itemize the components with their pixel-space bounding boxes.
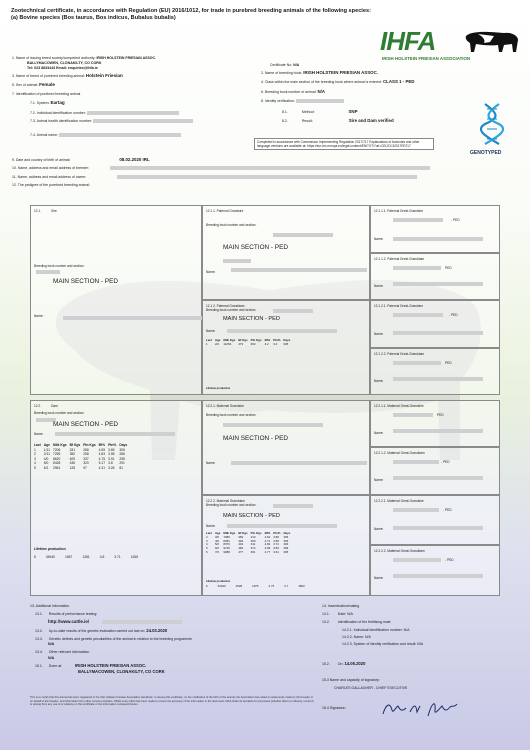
lactation-header: Ptn Kgs [250,338,262,342]
mggd2-value: - PED [445,558,454,562]
pgdam-code: 12.1.2. Paternal Granddam [206,304,245,308]
table-cell: 3.55 [108,452,115,457]
mggd1-value: - PED [441,460,450,464]
sire-bb-label: Breeding book number and section: [34,264,85,268]
table-cell: 436 [69,461,76,466]
lactation-header: Bf Kgs [69,443,81,447]
class-field: 4. Class within the main section of the breeding book where animal is entered: CLASS 1 - PED [261,79,415,84]
logo-wordmark: IHFA [380,26,436,56]
sire-code: 12.1. Sire [34,209,57,213]
other-info-value: N/A [48,656,55,660]
table-cell: 3.4 [273,341,278,346]
lactation-header: Days [283,531,291,535]
lifetime-cell: 1975 [252,584,259,588]
mgd-lifetime-label: Lifetime production [206,580,231,583]
table-cell: 3.26 [108,465,115,470]
certificate-title: Zootechnical certificate, in accordance with Regulation (EU) 2016/1012, for trade in purebred breeding animals of the following species: (a) Bovine species (Bos taurus, Bos indicus, Bubalus bubalis) [11,8,371,21]
pgdam-lifetime-label: Lifetime production [206,387,231,390]
lactation-header: Lact [206,531,212,535]
table-cell: 4/0 [214,538,219,543]
table-cell: 5 [206,546,208,551]
table-cell: 7206 [53,447,61,452]
lactation-header: Bf% [264,338,271,342]
certificate-number-field: Certificate No: N/A [270,63,300,67]
maternal-great-grandsire-1-box [370,400,500,447]
table-cell: 4.75 [98,456,106,461]
table-cell: 8620 [53,456,61,461]
lifetime-cell: 1657 [65,555,73,559]
other-info-field: 13.4. Other relevant information [35,650,90,654]
paternal-great-grandsire-1-box [370,205,500,253]
lifetime-cell: 6 [206,584,208,588]
lactation-header: Milk Kgs [223,531,236,535]
table-cell: 4.83 [98,452,106,457]
pggd1-value: PED [445,266,452,270]
maternal-grandsire-box [202,400,370,495]
table-cell: 305 [283,534,289,539]
table-cell: 1 [206,341,208,346]
pgdam-lactation-table [206,339,293,347]
verification-result: 8.2. Result: Sire and Dam verified [282,118,394,123]
table-cell: 6/0 [214,546,219,551]
table-cell: 128 [69,465,76,470]
genetic-defects-field: 13.3. Genetic defects and genetic peculiarities of the animal in relation to the breeding programme [35,637,192,641]
mgs-name-label: Name: [206,461,216,465]
table-cell: 394 [238,538,244,543]
lactation-header: Days [283,338,291,342]
table-cell: 4.59 [98,447,106,452]
mggd2-code: 12.2.2.2. Maternal Great-Granddam [374,549,425,553]
table-cell: 311 [250,542,256,547]
mggs1-name-label: Name: [374,431,384,435]
pgdam-name-label: Name: [206,329,216,333]
pgd-bb-label: Breeding book number and section: [206,223,257,227]
table-cell: 8370 [223,542,230,547]
table-cell: 6 [206,549,208,554]
mggd1-code: 12.2.1.2. Maternal Great-Granddam [374,451,425,455]
pgdam-section: MAIN SECTION - PED [223,316,280,322]
pggd2-value: PED [445,361,452,365]
lifetime-cell: 3.7 [284,584,289,588]
fertilising-male-verification: 14.2.3. System of identity verification and result: N/A [342,642,424,646]
table-cell: 3.8 [108,461,113,466]
verification-method: 8.1. Method: SNP [282,109,358,114]
signature-image [380,698,460,720]
table-cell: 2961 [53,465,61,470]
table-cell: 2/2 [214,341,219,346]
table-cell: 9988 [223,549,230,554]
table-cell: 97 [83,465,87,470]
lactation-header: Age [214,338,221,342]
table-cell: 8428 [53,461,61,466]
table-cell: 8381 [223,538,230,543]
table-cell: 4.31 [98,465,106,470]
pggs2-name-label: Name: [374,332,384,336]
maternal-granddam-box [202,495,370,596]
pggs2-code: 12.1.2.1. Paternal Great-Grandsire [374,304,424,308]
cow-logo-icon [464,28,520,54]
table-cell: 4/0 [43,456,49,461]
dam-box [30,400,202,596]
regulation-note: Completed in accordance with Commission Implementing Regulation 2017/717 Explanations of footnotes and other language versions are available at: https://eur-lex.europa.eu/legal-content/EN/TXT/?uri=CELEX:32017R0717 [254,138,434,150]
table-cell: 477 [238,549,244,554]
insemination-date: 14.1. Date: N/A [322,612,353,616]
table-cell: 3.61 [273,549,279,554]
table-cell: 6/1 [43,465,49,470]
mggd1-name-label: Name: [374,478,384,482]
owner-field: 11. Name, address and email address of owner: [12,175,417,179]
dam-bb-label: Breeding book number and section: [34,411,85,415]
table-cell: 305 [283,538,289,543]
table-cell: 305 [119,447,125,452]
pggd2-name-label: Name: [374,379,384,383]
additional-info-heading: 13. Additional information [30,604,70,608]
table-cell: 482 [238,546,244,551]
lifetime-cell: 1281 [82,555,90,559]
health-id-field: 7.3. Animal health identification number: [30,119,193,123]
table-cell: 5/0 [43,461,49,466]
paternal-grandsire-box [202,205,370,300]
genotyped-label: GENOTYPED [470,150,502,156]
mggs2-code: 12.2.2.1. Maternal Great-Grandsire [374,499,424,503]
table-cell: 363 [250,341,256,346]
lifetime-cell: 1265 [130,555,139,559]
table-cell: 337 [83,456,89,461]
mgd-lactation-table [206,532,293,555]
table-cell: 11252 [223,341,232,346]
pgd-name-label: Name: [206,270,216,274]
lactation-header: Ptn% [273,338,281,342]
table-cell: 305 [283,549,289,554]
table-cell: 258 [83,452,89,457]
pggs2-value: - PED [449,313,458,317]
lifetime-cell: 4.8 [99,555,105,559]
dam-name-label: Name: [34,432,44,436]
mggs2-value: - PED [443,508,452,512]
identity-verification-field: 8. Identity verification: [261,99,344,103]
pggd1-code: 12.1.1.2. Paternal Great-Granddam [374,257,425,261]
table-cell: 2/11 [43,452,50,457]
table-cell: 3.58 [273,538,279,543]
mgd-name-label: Name: [206,524,216,528]
lactation-header: Lact [34,443,41,447]
table-cell: 5 [34,465,36,470]
lactation-header: Days [119,443,128,447]
table-cell: 5.17 [98,461,106,466]
table-cell: 81 [119,465,124,470]
maternal-great-grandsire-2-box [370,495,500,545]
table-cell: 7/0 [214,549,219,554]
fertilising-male-name: 14.2.2. Name: N/A [342,635,371,639]
breeding-book-number-field: 6. Breeding book number of animal: N/A [261,89,325,94]
table-row [206,551,293,555]
pggs1-name-label: Name: [374,237,384,241]
table-cell: 3.69 [108,447,115,452]
sex-field: 5. Sex of animal: Female [12,82,55,87]
genetic-evaluation-field: 13.2. Up-to-date results of the genetic evaluation carried out last on: 24.03.2020 [35,628,168,633]
dam-lifetime-table [34,555,148,560]
paternal-great-grandsire-2-box [370,300,500,348]
dam-section: MAIN SECTION - PED [53,421,118,428]
table-cell: 361 [250,549,256,554]
mggs1-value: PED [437,413,444,417]
breeding-book-field: 2. Name of breeding book: IRISH HOLSTEIN FRIESIAN ASSOC. [261,70,378,75]
sire-section: MAIN SECTION - PED [53,278,118,285]
table-cell: 4 [206,542,208,547]
table-cell: 3 [206,538,208,543]
mggs1-code: 12.2.1.1. Maternal Great-Grandsire [374,404,424,408]
table-cell: 4.62 [264,534,271,539]
lifetime-cell: 5 [34,555,36,559]
logo-subtitle: IRISH HOLSTEIN FRIESIAN ASSOCIATION [382,56,471,61]
performance-testing-label: 13.1. Results of performance testing: [35,612,98,616]
lifetime-cell: 34540 [45,555,56,559]
table-cell: 1/11 [43,447,50,452]
id-number-field: 7.2. Individual identification number: [30,111,179,115]
mgs-code: 12.2.1. Maternal Grandsire [206,404,244,408]
table-cell: 404 [238,542,244,547]
table-cell: 350 [69,452,76,457]
done-at-field: 15.1. Done at: IRISH HOLSTEIN FRIESIAN ASSOC. [35,663,147,668]
table-cell: 331 [69,447,76,452]
table-cell: 310 [250,534,256,539]
table-cell: 4.77 [264,549,271,554]
pgd-code: 12.1.1. Paternal Grandsire [206,209,244,213]
dna-icon [480,102,504,146]
table-cell: 3.89 [273,534,279,539]
table-cell: 7255 [53,452,61,457]
table-cell: 298 [119,456,125,461]
table-cell: 7986 [223,534,230,539]
dam-lactation-table [34,443,130,471]
table-cell: 473 [238,341,244,346]
disclaimer-text: This is to certify that this animal has been registered in the Irish Holstein Friesian Association Herdbook. In issuing this certificate, on the notification of the birth of the animal, the Association has relied on statements made by the breeder or on behalf of the breeder, and information from other service providers. Whilst every effort has been made to ensure the accuracy of the information in the document, IHFA shall not be liable for any losses (whether direct or indirect), incurred or arising from any use of or reliance on this certificate or the information contained therein. [30,696,314,706]
table-row [34,466,130,471]
lactation-header: Bf Kgs [238,338,248,342]
table-cell: 268 [83,447,89,452]
table-cell: 3/0 [214,534,219,539]
lifetime-cell: 1893 [298,584,305,588]
genetic-defects-value: N/A [48,642,55,646]
breed-field: 3. Name of breed of purebred breeding animal: Holstein Friesian [12,73,123,78]
maternal-great-granddam-1-box [370,447,500,495]
table-cell: 374 [250,546,256,551]
table-cell: 409 [69,456,76,461]
table-row [206,343,293,347]
mggd2-name-label: Name: [374,576,384,580]
done-at-address: BALLYMACOWEN, CLONAKILTY, CO CORK [78,669,165,674]
performance-testing-link[interactable]: http://www.cattle.ie/ [48,619,90,624]
ihfa-logo [372,26,522,72]
pggs1-code: 12.1.1.1. Paternal Great-Grandsire [374,209,424,213]
signatory-label: 15.3 Name and capacity of signatory: [322,678,380,682]
table-cell: 4.82 [264,542,271,547]
lifetime-cell: 53440 [217,584,226,588]
paternal-granddam-box [202,300,370,395]
signed-on-field: 15.2. On: 14.05.2020 [322,661,366,666]
sire-box [30,205,202,395]
identification-heading: 7. Identification of purebred breeding animal [12,92,81,96]
signature-label: 15.4 Signature: [322,706,346,710]
lactation-header: Ptn% [273,531,281,535]
pgdam-bb-label: Breeding book number and section: [206,308,257,312]
table-cell: 299 [283,546,289,551]
table-cell: 4.71 [264,538,271,543]
table-cell: 3.84 [273,546,279,551]
table-cell: 300 [250,538,256,543]
sire-name-label: Name: [34,314,44,318]
signatory-name: CHARLES GALLAGHER - CHIEF EXECUTIVE [334,686,408,690]
lactation-header: Ptn Kgs [250,531,262,535]
mgd-section: MAIN SECTION - PED [223,513,280,519]
table-cell: 9740 [223,546,230,551]
table-cell: 4 [34,461,36,466]
mgs-bb-label: Breeding book number and section: [206,413,257,417]
lactation-header: Ptn Kgs [83,443,96,447]
lifetime-cell: 4.73 [268,584,275,588]
table-cell: 1 [34,447,36,452]
pggs1-value: - PED [451,218,460,222]
system-field: 7.1. System: Eartag [30,100,65,105]
issuing-authority-address: BALLYMACOWEN, CLONAKILTY, CO CORK [27,61,102,65]
dam-lifetime-label: Lifetime production [34,547,66,551]
table-cell: 5/0 [214,542,219,547]
issuing-authority-field: 1. Name of issuing breed society/competent authority: IRISH HOLSTEIN FRIESIAN ASSOC. [12,56,157,60]
table-cell: 3.91 [108,456,115,461]
table-cell: 2 [34,452,36,457]
table-cell: 3 [34,456,36,461]
animal-name-field: 7.4. Animal name: [30,133,181,137]
issuing-authority-contact: Tel: 023 8833443 Email: enquiries@ihfa.ie [27,66,98,70]
mgd-code: 12.2.2. Maternal Granddam [206,499,245,503]
dam-code: 12.2. Dam [34,404,58,408]
lactation-header: Age [214,531,221,535]
table-cell: 291 [119,461,125,466]
pggd2-code: 12.1.2.2. Paternal Great-Granddam [374,352,425,356]
pggd1-name-label: Name: [374,284,384,288]
lactation-header: Bf Kgs [238,531,248,535]
mgd-bb-label: Breeding book number and section: [206,503,257,507]
table-cell: 3.72 [273,542,279,547]
pedigree-heading: 12. The pedigree of the purebred breeding animal: [12,183,90,187]
fertilising-male-id: 14.2.1. Individual identification number: N/A [342,628,410,632]
paternal-great-granddam-2-box [370,348,500,395]
table-cell: 2 [206,534,208,539]
birth-field: 9. Date and country of birth of animal: 08.02.2020 IRL [12,157,150,162]
lactation-header: Bf% [264,531,271,535]
table-cell: 4.2 [264,341,269,346]
lactation-header: Milk Kgs [53,443,67,447]
table-cell: 320 [83,461,89,466]
lactation-header: Milk Kgs [223,338,236,342]
lactation-header: Bf% [98,443,106,447]
pgd-section: MAIN SECTION - PED [223,244,288,251]
table-cell: 4.95 [264,546,271,551]
breeder-field: 10. Name, address and email address of breeder: [12,166,430,170]
lactation-header: Ptn% [108,443,117,447]
maternal-great-granddam-2-box [370,545,500,596]
paternal-great-granddam-1-box [370,253,500,300]
table-cell: 369 [238,534,244,539]
lactation-header: Lact [206,338,212,342]
table-cell: 303 [283,542,289,547]
insemination-heading: 14. Insemination/mating [322,604,360,608]
mgs-section: MAIN SECTION - PED [223,435,288,442]
fertilising-male-heading: 14.2. Identification of the fertilising male [322,620,391,624]
lactation-header: Age [43,443,51,447]
lifetime-cell: 2528 [235,584,243,588]
lifetime-cell: 3.71 [114,555,121,559]
mgd-lifetime-table [206,585,315,589]
table-cell: 305 [283,341,289,346]
table-cell: 286 [119,452,125,457]
mggs2-name-label: Name: [374,527,384,531]
